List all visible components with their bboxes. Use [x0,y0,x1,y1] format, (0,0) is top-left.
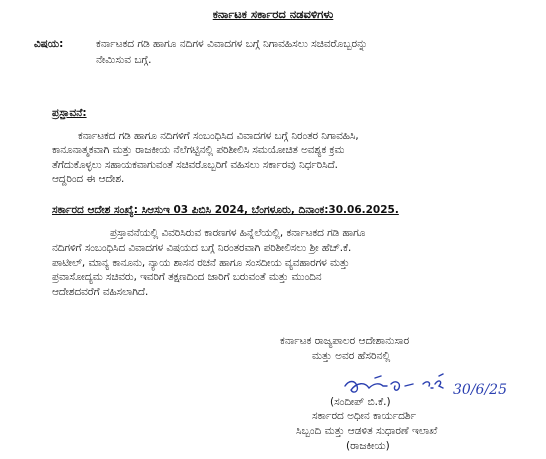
signatory-section: (ರಾಜಕೀಯ) [346,440,390,452]
order-line: ಪ್ರಸ್ತಾವನೆಯಲ್ಲಿ ವಿವರಿಸಿರುವ ಕಾರಣಗಳ ಹಿನ್ನೆಲೆಯಲ್ಲಿ, ಕರ್ನಾಟಕದ ಗಡಿ ಹಾಗೂ [110,227,366,239]
authority-line-1: ಕರ್ನಾಟಕ ರಾಜ್ಯಪಾಲರ ಆದೇಶಾನುಸಾರ [280,335,410,347]
subject-line-2: ನೇಮಿಸುವ ಬಗ್ಗೆ. [96,54,152,66]
preamble-line: ಆದ್ದರಿಂದ ಈ ಆದೇಶ. [52,173,125,185]
order-line: ಪಾಟೀಲ್, ಮಾನ್ಯ ಕಾನೂನು, ನ್ಯಾಯ ಶಾಸನ ರಚನೆ ಹಾಗೂ ಸಂಸದೀಯ ವ್ಯವಹಾರಗಳ ಮತ್ತು [52,257,350,269]
signatory-name: (ಸಂದೀಪ್ ಬಿ.ಕೆ.) [330,396,391,408]
preamble-line: ಕಾನೂನಾತ್ಮಕವಾಗಿ ಮತ್ತು ರಾಜಕೀಯ ನೆಲೆಗಟ್ಟಿನಲ್ಲಿ ಪರಿಶೀಲಿಸಿ ಸಮಯೋಚಿತ ಅವಶ್ಯಕ ಕ್ರಮ [52,144,345,156]
signatory-department: ಸಿಬ್ಬಂದಿ ಮತ್ತು ಆಡಳಿತ ಸುಧಾರಣೆ ಇಲಾಖೆ [296,425,438,437]
subject-line-1: ಕರ್ನಾಟಕದ ಗಡಿ ಹಾಗೂ ನದಿಗಳ ವಿವಾದಗಳ ಬಗ್ಗೆ ನಿಗಾವಹಿಸಲು ಸಚಿವರೊಬ್ಬರನ್ನು [96,38,368,50]
preamble-heading: ಪ್ರಸ್ತಾವನೆ: [52,107,87,119]
order-line: ನದಿಗಳಿಗೆ ಸಂಬಂಧಿಸಿದ ವಿವಾದಗಳ ವಿಷಯದ ಬಗ್ಗೆ ನಿರಂತರವಾಗಿ ಪರಿಶೀಲಿಸಲು ಶ್ರೀ ಹೆಚ್.ಕೆ. [52,242,352,254]
order-line: ಪ್ರವಾಸೋದ್ಯಮ ಸಚಿವರು, ಇವರಿಗೆ ತಕ್ಷಣದಿಂದ ಜಾರಿಗೆ ಬರುವಂತೆ ಮತ್ತು ಮುಂದಿನ [52,271,322,283]
preamble-line: ತೆಗೆದುಕೊಳ್ಳಲು ಸಹಾಯಕವಾಗುವಂತೆ ಸಚಿವರೊಬ್ಬರಿಗೆ ವಹಿಸಲು ಸರ್ಕಾರವು ನಿರ್ಧರಿಸಿದೆ. [52,159,338,171]
authority-line-2: ಮತ್ತು ಅವರ ಹೆಸರಿನಲ್ಲಿ [312,350,391,362]
subject-label: ವಿಷಯ: [34,38,64,50]
order-line: ಆದೇಶದವರೆಗೆ ವಹಿಸಲಾಗಿದೆ. [52,286,149,298]
handwritten-date: 30/6/25 [453,382,507,398]
document-title: ಕರ್ನಾಟಕ ಸರ್ಕಾರದ ನಡವಳಿಗಳು [212,7,334,21]
preamble-line: ಕರ್ನಾಟಕದ ಗಡಿ ಹಾಗೂ ನದಿಗಳಿಗೆ ಸಂಬಂಧಿಸಿದ ವಿವಾದಗಳ ಬಗ್ಗೆ ನಿರಂತರ ನಿಗಾವಹಿಸಿ, [78,130,359,142]
order-number-heading: ಸರ್ಕಾರದ ಆದೇಶ ಸಂಖ್ಯೆ: ಸಿಆಸುಇ 03 ಪಿಬಿಸಿ 2024, ಬೆಂಗಳೂರು, ದಿನಾಂಕ:30.06.2025. [52,204,399,216]
signatory-designation: ಸರ್ಕಾರದ ಅಧೀನ ಕಾರ್ಯದರ್ಶಿ [312,410,417,422]
